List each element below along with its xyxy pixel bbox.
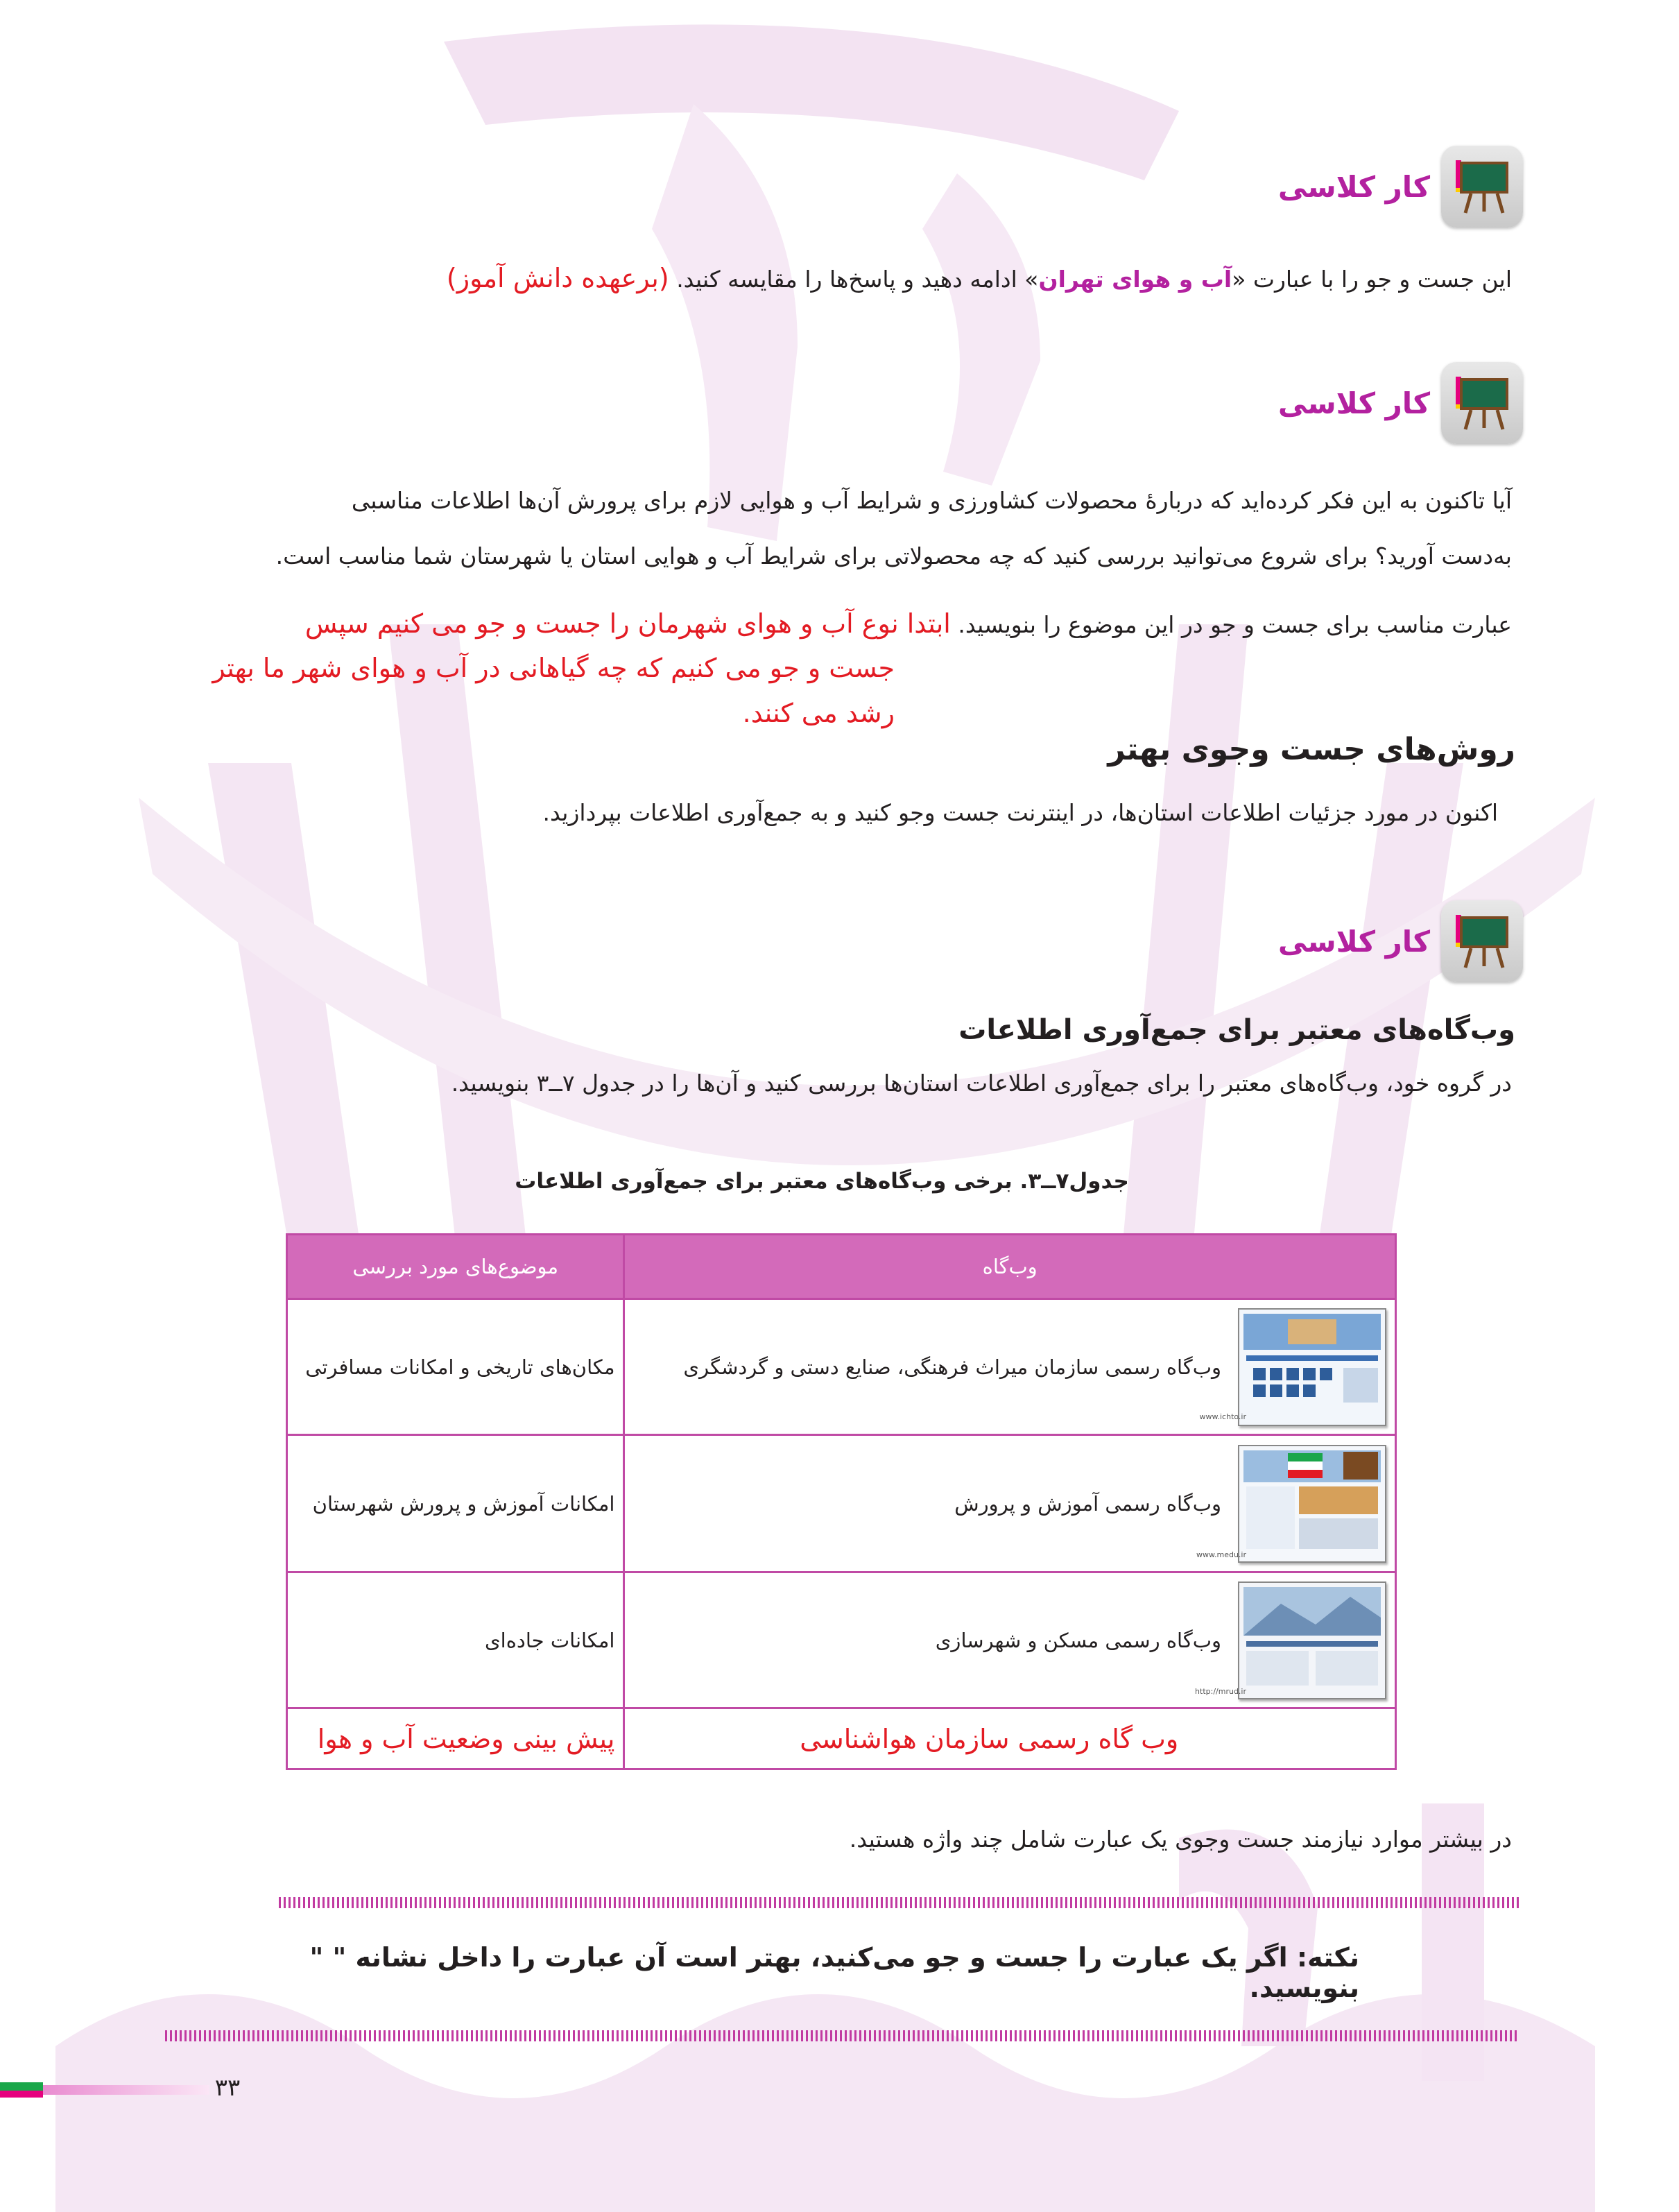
table-cell-topic-handwritten: [287, 1708, 624, 1769]
table-row: [287, 1572, 1396, 1708]
thumbnail-url: www.medu.ir: [1196, 1550, 1246, 1559]
activity1-phrase: آب و هوای تهران: [1038, 266, 1232, 293]
classwork-heading-2: [1276, 362, 1523, 444]
footer-green-bar: [0, 2082, 43, 2091]
table-header-website: وب‌گاه: [624, 1235, 1396, 1299]
classwork-heading-3: [1276, 900, 1523, 982]
table-cell-site: [624, 1435, 1396, 1572]
activity2-line-3: [69, 608, 1512, 640]
activity2-handwritten-line-3: رشد می کنند.: [742, 698, 895, 728]
footer-magenta-bar: [0, 2091, 43, 2098]
activity3-subtitle: وب‌گاه‌های معتبر برای جمع‌آوری اطلاعات: [958, 1014, 1515, 1046]
page-number: ۳۳: [214, 2074, 241, 2102]
activity2-line-2: به‌دست آورید؟ برای شروع می‌توانید بررسی کنید که چه محصولاتی برای شرایط آب و هوایی استان یا شهرستان شما مناسب است.: [275, 542, 1512, 569]
classwork-heading-1: [1276, 146, 1523, 228]
table-row: [287, 1299, 1396, 1435]
thumbnail-url: www.ichto.ir: [1199, 1412, 1246, 1421]
note-text: نکته: اگر یک عبارت را جست و جو می‌کنید، بهتر است آن عبارت را داخل نشانه " " بنویسید.: [309, 1942, 1359, 2003]
activity2-line-3-text: عبارت مناسب برای جست و جو در این موضوع را بنویسید.: [958, 611, 1512, 638]
thumbnail-url: http://mrud.ir: [1195, 1686, 1246, 1696]
activity2-handwritten-line-1: ابتدا نوع آب و هوای شهرمان را جست و جو می کنیم سپس: [304, 608, 951, 639]
activity1-paragraph: [291, 262, 1512, 294]
classwork-heading-label: کار کلاسی: [1277, 386, 1430, 420]
table-cell-site-handwritten: [624, 1708, 1396, 1769]
easel-board-icon: [1441, 146, 1523, 228]
activity2-handwritten-line-2: جست و جو می کنیم که چه گیاهانی در آب و هوای شهر ما بهتر: [212, 653, 895, 683]
table-row-handwritten: [287, 1708, 1396, 1769]
classwork-heading-label: کار کلاسی: [1277, 169, 1430, 204]
dotted-divider-bottom: [165, 2030, 1519, 2041]
handwritten-topic: پیش بینی وضعیت آب و هوا: [317, 1723, 615, 1754]
footer-gradient-bar: [43, 2085, 209, 2095]
website-screenshot-thumbnail: [1195, 1581, 1386, 1699]
activity1-text-before: این جست و جو را با عبارت «: [1232, 266, 1512, 293]
classwork-heading-label: کار کلاسی: [1277, 924, 1430, 959]
table-cell-topic: مکان‌های تاریخی و امکانات مسافرتی: [287, 1299, 624, 1435]
handwritten-website: وب گاه رسمی سازمان هواشناسی: [800, 1723, 1179, 1754]
activity3-text: در گروه خود، وب‌گاه‌های معتبر را برای جمع‌آوری اطلاعات استان‌ها بررسی کنید و آن‌ها را در جدول ۷ــ۳ بنویسید.: [451, 1070, 1512, 1097]
table-row: [287, 1435, 1396, 1572]
easel-board-icon: [1441, 362, 1523, 444]
table-cell-topic: امکانات جاده‌ای: [287, 1572, 624, 1708]
activity1-handwritten-answer: (برعهده دانش آموز): [446, 263, 669, 293]
activity1-text-after: » ادامه دهید و پاسخ‌ها را مقایسه کنید.: [676, 266, 1039, 293]
website-name: وب‌گاه رسمی سازمان میراث فرهنگی، صنایع دستی و گردشگری: [683, 1355, 1221, 1379]
table-caption: جدول۷ــ۳. برخی وب‌گاه‌های معتبر برای جمع‌آوری اطلاعات: [515, 1169, 1129, 1194]
table-header-topics: موضوع‌های مورد بررسی: [287, 1235, 624, 1299]
table-cell-site: [624, 1572, 1396, 1708]
website-screenshot-thumbnail: [1196, 1445, 1386, 1563]
closing-text: در بیشتر موارد نیازمند جست وجوی یک عبارت شامل چند واژه هستید.: [849, 1826, 1512, 1853]
website-screenshot-thumbnail: [1199, 1308, 1386, 1426]
websites-table: [286, 1233, 1397, 1770]
better-search-text: اکنون در مورد جزئیات اطلاعات استان‌ها، در اینترنت جست وجو کنید و به جمع‌آوری اطلاعات بپردازید.: [542, 799, 1498, 826]
better-search-title: روش‌های جست وجوی بهتر: [1108, 732, 1515, 767]
activity2-line-1: آیا تاکنون به این فکر کرده‌اید که دربارهٔ محصولات کشاورزی و شرایط آب و هوایی لازم برای پرورش آن‌ها اطلاعات مناسبی: [351, 487, 1512, 514]
dotted-divider-top: [279, 1897, 1519, 1908]
easel-board-icon: [1441, 900, 1523, 982]
table-cell-site: [624, 1299, 1396, 1435]
table-cell-topic: امکانات آموزش و پرورش شهرستان: [287, 1435, 624, 1572]
website-name: وب‌گاه رسمی مسکن و شهرسازی: [935, 1628, 1221, 1652]
table-header-row: [287, 1235, 1396, 1299]
website-name: وب‌گاه رسمی آموزش و پرورش: [954, 1491, 1221, 1516]
